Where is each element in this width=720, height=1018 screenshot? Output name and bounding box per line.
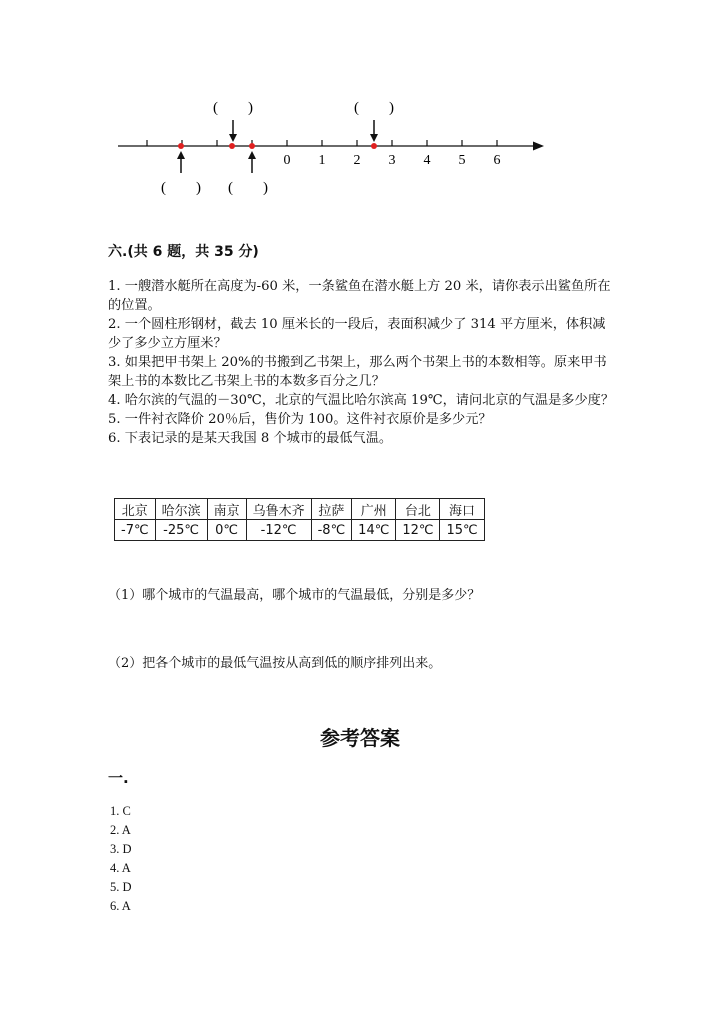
answer-item: 1. C xyxy=(110,804,131,818)
blank-top-left: ( ) xyxy=(213,100,253,116)
axis-ticks xyxy=(147,140,497,146)
point-a xyxy=(178,143,184,149)
answer-item: 5. D xyxy=(110,880,132,894)
answer-part-heading: 一. xyxy=(108,769,129,787)
table-cell: 14℃ xyxy=(352,520,396,541)
blank-bottom-left: ( ) xyxy=(161,180,201,196)
table-cell: -12℃ xyxy=(246,520,311,541)
sub-question-2: （2）把各个城市的最低气温按从高到低的顺序排列出来。 xyxy=(108,656,442,671)
tick-label-5: 5 xyxy=(458,153,466,168)
axis-arrowhead xyxy=(533,142,544,151)
answer-item: 4. A xyxy=(110,861,131,875)
tick-label-6: 6 xyxy=(493,153,501,168)
tick-label-2: 2 xyxy=(353,153,361,168)
answer-item: 3. D xyxy=(110,842,132,856)
problem-2: 2. 一个圆柱形钢材，截去 10 厘米长的一段后，表面积减少了 314 平方厘米，体积减少了多少立方厘米？ xyxy=(108,317,606,351)
axis-tick-labels xyxy=(284,153,501,168)
down-arrow-icon xyxy=(370,120,378,142)
answer-item: 2. A xyxy=(110,823,131,837)
problem-5: 5. 一件衬衣降价 20％后，售价为 100。这件衬衣原价是多少元？ xyxy=(108,412,492,427)
tick-label-1: 1 xyxy=(318,153,326,168)
table-cell: 0℃ xyxy=(207,520,246,541)
blank-top-right: ( ) xyxy=(354,100,394,116)
table-cell: 12℃ xyxy=(396,520,440,541)
tick-label-4: 4 xyxy=(423,153,431,168)
table-cell: -25℃ xyxy=(155,520,207,541)
tick-label-3: 3 xyxy=(388,153,396,168)
table-row-temps xyxy=(115,520,485,541)
table-row-cities xyxy=(115,499,485,520)
table-cell: 拉萨 xyxy=(311,499,352,520)
point-d xyxy=(371,143,377,149)
blank-bottom-mid: ( ) xyxy=(228,180,268,196)
problem-3: 3. 如果把甲书架上 20%的书搬到乙书架上，那么两个书架上书的本数相等。原来甲书架上书的本数比乙书架上书的本数多百分之几？ xyxy=(108,355,607,389)
answer-key-title: 参考答案 xyxy=(320,726,400,750)
sub-question-1: （1）哪个城市的气温最高，哪个城市的气温最低，分别是多少？ xyxy=(108,588,481,603)
problem-6: 6. 下表记录的是某天我国 8 个城市的最低气温。 xyxy=(108,431,393,446)
table-cell: 海口 xyxy=(440,499,484,520)
table-cell: -8℃ xyxy=(311,520,352,541)
table-cell: 哈尔滨 xyxy=(155,499,207,520)
point-b xyxy=(229,143,235,149)
down-arrow-icon xyxy=(229,120,237,142)
table-cell: 乌鲁木齐 xyxy=(246,499,311,520)
table-cell: 南京 xyxy=(207,499,246,520)
tick-label-0: 0 xyxy=(283,153,291,168)
up-arrow-icon xyxy=(248,151,256,173)
answer-item: 6. A xyxy=(110,899,131,913)
table-cell: 广州 xyxy=(352,499,396,520)
problem-1: 1. 一艘潜水艇所在高度为-60 米，一条鲨鱼在潜水艇上方 20 米，请你表示出鲨鱼所在的位置。 xyxy=(108,279,611,313)
problem-list xyxy=(108,277,616,448)
point-c xyxy=(249,143,255,149)
table-cell: 台北 xyxy=(396,499,440,520)
answer-list xyxy=(110,802,132,916)
problem-4: 4. 哈尔滨的气温的－30℃，北京的气温比哈尔滨高 19℃，请问北京的气温是多少度？ xyxy=(108,393,615,408)
table-cell: 15℃ xyxy=(440,520,484,541)
number-line-figure xyxy=(0,0,720,210)
table-cell: 北京 xyxy=(115,499,156,520)
section-heading: 六.(共 6 题，共 35 分) xyxy=(108,244,259,260)
table-cell: -7℃ xyxy=(115,520,156,541)
temperature-table xyxy=(114,498,485,541)
up-arrow-icon xyxy=(177,151,185,173)
